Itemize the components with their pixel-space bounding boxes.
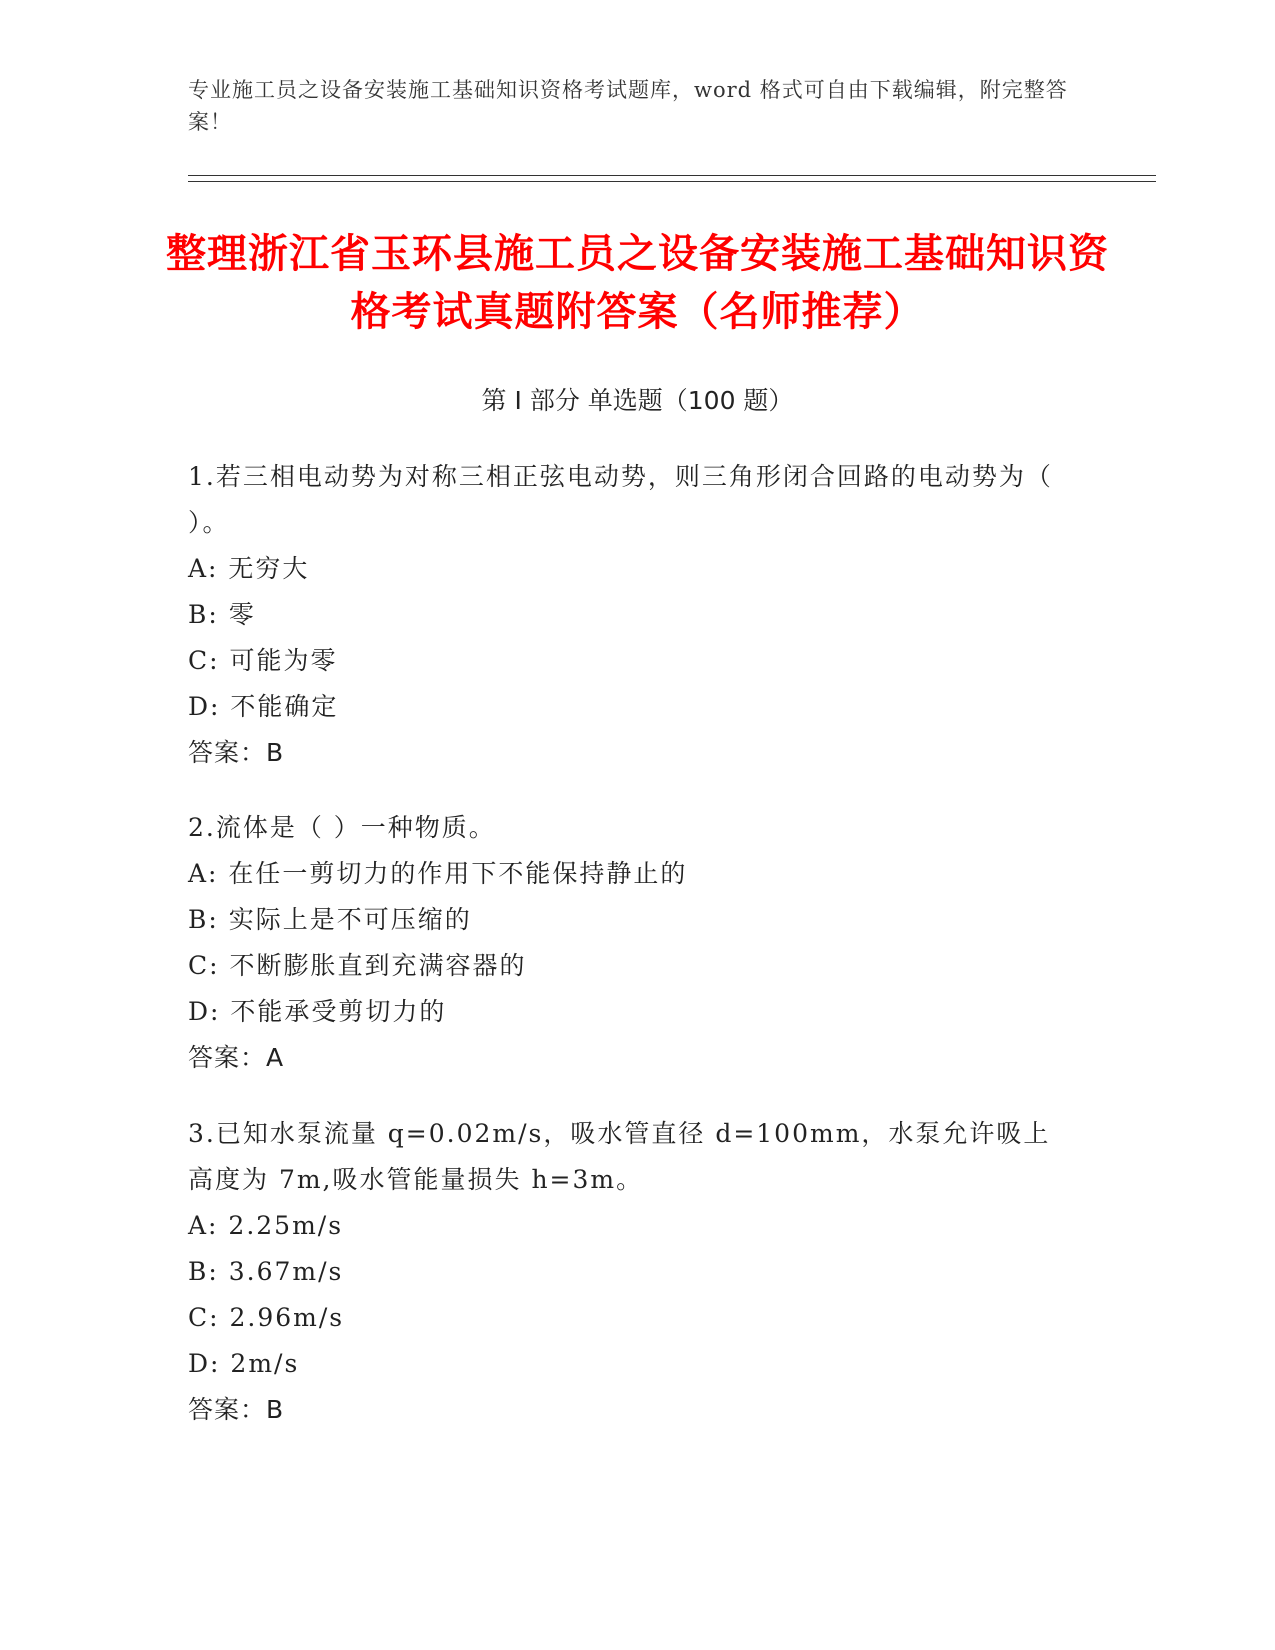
option-c: C: 2.96m/s [188,1303,345,1332]
option-c: C: 可能为零 [188,646,338,675]
option-a: A: 无穷大 [188,554,310,583]
header-divider-bottom [188,181,1156,182]
answer: 答案：A [188,1043,285,1072]
document-title: 整理浙江省玉环县施工员之设备安装施工基础知识资格考试真题附答案（名师推荐） [166,231,1109,335]
section-heading: 第 I 部分 单选题（100 题） [481,386,794,415]
option-a: A: 在任一剪切力的作用下不能保持静止的 [188,859,688,888]
question-3 [188,1111,1068,1433]
question-1 [188,454,1068,776]
option-b: B: 实际上是不可压缩的 [188,905,472,934]
header-divider-top [188,175,1156,176]
option-b: B: 3.67m/s [188,1257,344,1286]
question-stem: 2.流体是（ ）一种物质。 [188,813,496,842]
question-2 [188,805,1068,1081]
question-stem: 3.已知水泵流量 q=0.02m/s，吸水管直径 d=100mm，水泵允许吸上高度为 7m,吸水管能量损失 h=3m。 [188,1119,1051,1194]
option-a: A: 2.25m/s [188,1211,344,1240]
question-stem: 1.若三相电动势为对称三相正弦电动势，则三角形闭合回路的电动势为（ ）。 [188,462,1053,537]
option-d: D: 不能承受剪切力的 [188,997,447,1026]
option-d: D: 不能确定 [188,692,339,721]
header-note: 专业施工员之设备安装施工基础知识资格考试题库，word 格式可自由下载编辑，附完整答案！ [188,78,1068,134]
answer: 答案：B [188,1395,285,1424]
answer: 答案：B [188,738,285,767]
option-c: C: 不断膨胀直到充满容器的 [188,951,527,980]
option-b: B: 零 [188,600,256,629]
option-d: D: 2m/s [188,1349,300,1378]
